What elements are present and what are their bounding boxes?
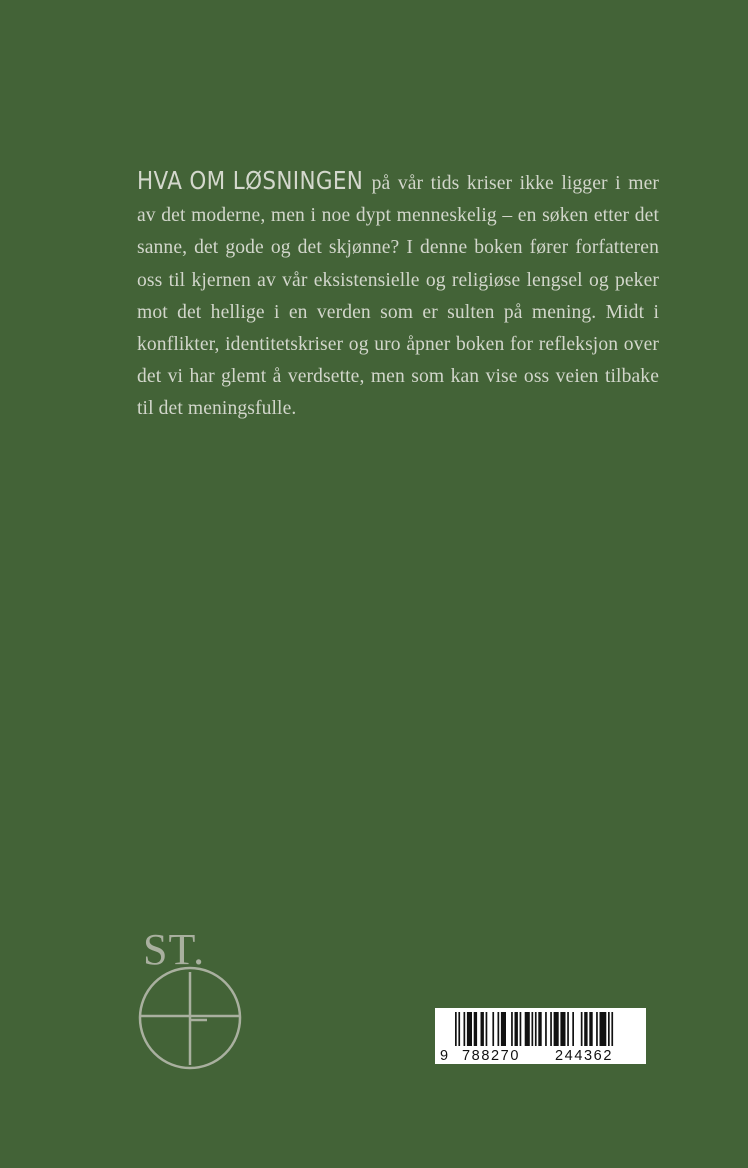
barcode-bar-2	[464, 1012, 466, 1046]
barcode-bar-8	[498, 1012, 500, 1046]
barcode-bar-26	[596, 1012, 598, 1046]
isbn-barcode	[435, 1008, 646, 1064]
barcode-bar-16	[538, 1012, 541, 1046]
barcode-bar-12	[520, 1012, 522, 1046]
barcode-bar-23	[581, 1012, 583, 1046]
barcode-group-1: 788270	[462, 1048, 520, 1064]
barcode-bar-5	[481, 1012, 484, 1046]
barcode-bar-13	[525, 1012, 530, 1046]
barcode-bar-10	[511, 1012, 513, 1046]
barcode-digits	[435, 1048, 646, 1064]
barcode-bar-1	[458, 1012, 460, 1046]
barcode-bar-15	[535, 1012, 537, 1046]
barcode-bar-0	[455, 1012, 457, 1046]
logo-text: ST.	[143, 925, 206, 974]
barcode-bar-20	[560, 1012, 565, 1046]
blurb-lead: HVA OM LØSNINGEN	[137, 166, 364, 195]
barcode-bar-29	[611, 1012, 613, 1046]
barcode-bar-17	[545, 1012, 547, 1046]
barcode-bar-24	[584, 1012, 587, 1046]
barcode-group-2: 244362	[555, 1048, 613, 1064]
barcode-bar-28	[608, 1012, 610, 1046]
barcode-bar-21	[567, 1012, 569, 1046]
barcode-bar-3	[467, 1012, 472, 1046]
barcode-bar-4	[474, 1012, 477, 1046]
barcode-bar-22	[572, 1012, 574, 1046]
publisher-logo	[133, 920, 247, 1070]
blurb-paragraph	[137, 165, 659, 426]
barcode-bar-19	[554, 1012, 559, 1046]
barcode-bar-14	[532, 1012, 534, 1046]
barcode-bar-7	[492, 1012, 494, 1046]
barcode-bar-9	[501, 1012, 506, 1046]
barcode-first-digit: 9	[440, 1048, 450, 1064]
blurb-text: på vår tids kriser ikke ligger i mer av det moderne, men i noe dypt menneskelig – en søken etter det sanne, det gode og det skjønne? I denne boken fører forfatteren oss til kjernen av vår eksistensielle og religiøse lengsel og peker mot det hellige i en verden som er sulten på mening. Midt i konflikter, identitetskriser og uro åpner boken for refleksjon over det vi har glemt å verdsette, men som kan vise oss veien tilbake til det meningsfulle.	[137, 173, 659, 420]
barcode-bar-6	[486, 1012, 488, 1046]
barcode-bar-27	[600, 1012, 607, 1046]
barcode-bar-11	[515, 1012, 518, 1046]
barcode-bar-18	[550, 1012, 552, 1046]
barcode-bar-25	[589, 1012, 592, 1046]
